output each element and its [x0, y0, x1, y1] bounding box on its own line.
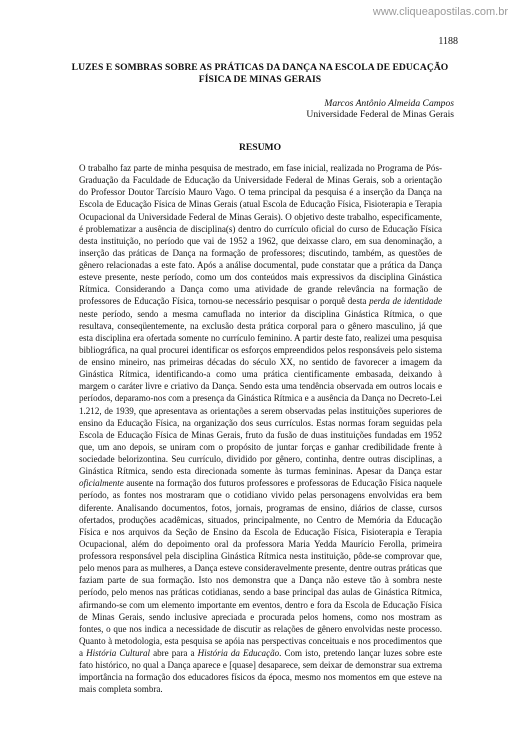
- abstract-text: abre para a: [150, 648, 198, 658]
- abstract-emphasis: História da Educação: [197, 648, 280, 658]
- abstract-emphasis: oficialmente: [79, 478, 124, 489]
- author-affiliation: Universidade Federal de Minas Gerais: [306, 109, 454, 120]
- author-block: [306, 98, 454, 120]
- paper-title: LUZES E SOMBRAS SOBRE AS PRÁTICAS DA DANÇA NA ESCOLA DE EDUCAÇÃO FÍSICA DE MINAS GERAIS: [71, 62, 449, 85]
- abstract-text: . Com isto, pretendo lançar luzes sobre este fato histórico, no qual a Dança aparece e [quase] desaparece, sem deixar de demonstrar sua extrema importância na formação dos educadores físicos da época, mesmo nos momentos em que esteve na mais completa sombra.: [79, 648, 442, 695]
- abstract-text: ausente na formação dos futuros professores e professoras de Educação Física naquele período, as fontes nos mostraram que o cotidiano vivido pelas personagens envolvidas era bem diferente. Analisando documentos, fotos, jornais, programas de ensino, diários de classe, cursos ofertados, produções acadêmicas, situados, principalmente, no Centro de Memória da Educação Física e nos arquivos da Seção de Ensino da Escola de Educação Física, Fisioterapia e Terapia Ocupacional, além do depoimento oral da professora Maria Yedda Maurício Ferolla, primeira professora responsável pela disciplina Ginástica Rítmica nesta instituição, pôde-se comprovar que, pelo menos para as mulheres, a Dança esteve consideravelmente presente, dentre outras práticas que faziam parte de sua formação. Isto nos demonstra que a Dança não esteve tão à sombra neste período, pelo menos nas práticas cotidianas, sendo a base principal das aulas de Ginástica Rítmica, afirmando-se com um elemento importante em eventos, dentro e fora da Escola de Educação Física de Minas Gerais, sendo inclusive apreciada e procurada pelos homens, como nos mostram as fontes, o que nos indica a necessidade de discutir as relações de gênero envolvidas neste processo. Quanto à metodologia, esta pesquisa se apóia nas perspectivas conceituais e nos procedimentos que a: [79, 478, 442, 658]
- abstract-body: [79, 162, 442, 696]
- author-name: Marcos Antônio Almeida Campos: [324, 98, 454, 109]
- abstract-emphasis: perda de identidade: [369, 296, 442, 307]
- watermark: www.cliqueapostilas.com.br: [372, 6, 508, 18]
- abstract-text: O trabalho faz parte de minha pesquisa de mestrado, em fase inicial, realizada no Programa de Pós-Graduação da Faculdade de Educação da Universidade Federal de Minas Gerais, sob a orientação do Professor Doutor Tarcísio Mauro Vago. O tema principal da pesquisa é a inserção da Dança na Escola de Educação Física de Minas Gerais (atual Escola de Educação Física, Fisioterapia e Terapia Ocupacional da Universidade Federal de Minas Gerais). O objetivo deste trabalho, especificamente, é problematizar a ausência de disciplina(s) dentro do currículo oficial do curso de Educação Física desta instituição, no período que vai de 1952 a 1962, que deixasse claro, em sua denominação, a inserção das práticas de Dança na formação de professores; discutindo, também, as questões de gênero relacionadas a este fato. Após a análise documental, pude constatar que a prática da Dança esteve presente, neste período, como um dos conteúdos mais expressivos da disciplina Ginástica Rítmica. Considerando a Dança como uma atividade de grande relevância na formação de professores de Educação Física, tornou-se necessário pesquisar o porquê desta: [79, 163, 442, 307]
- abstract-text: neste período, sendo a mesma camuflada no interior da disciplina Ginástica Rítmica, o que resultava, conseqüentemente, na exclusão desta prática corporal para o gênero masculino, já que esta disciplina era ofertada somente no currículo feminino. A partir deste fato, realizei uma pesquisa bibliográfica, na qual procurei identificar os esforços empreendidos pelos responsáveis pelo sistema de ensino mineiro, nas primeiras décadas do século XX, no sentido de favorecer a imagem da Ginástica Rítmica, identificando-a como uma prática cientificamente embasada, deixando à margem o caráter livre e criativo da Dança. Sendo esta uma tendência observada em outros locais e períodos, deparamo-nos com a presença da Ginástica Rítmica e a ausência da Dança no Decreto-Lei 1.212, de 1939, que apresentava as orientações a serem observadas pelas instituições superiores de ensino da Educação Física, na organização dos seus currículos. Estas normas foram seguidas pela Escola de Educação Física de Minas Gerais, fruto da fusão de duas instituições fundadas em 1952 que, um ano depois, se uniram com o propósito de juntar forças e ganhar credibilidade frente à sociedade belorizontina. Seu currículo, dividido por gênero, continha, dentre outras disciplinas, a Ginástica Rítmica, sendo esta direcionada somente às turmas femininas. Apesar da Dança estar: [79, 308, 442, 477]
- page-number: 1188: [438, 36, 458, 47]
- abstract-emphasis: História Cultural: [86, 648, 151, 658]
- abstract-paragraph: [79, 162, 442, 696]
- section-heading: RESUMO: [238, 142, 282, 153]
